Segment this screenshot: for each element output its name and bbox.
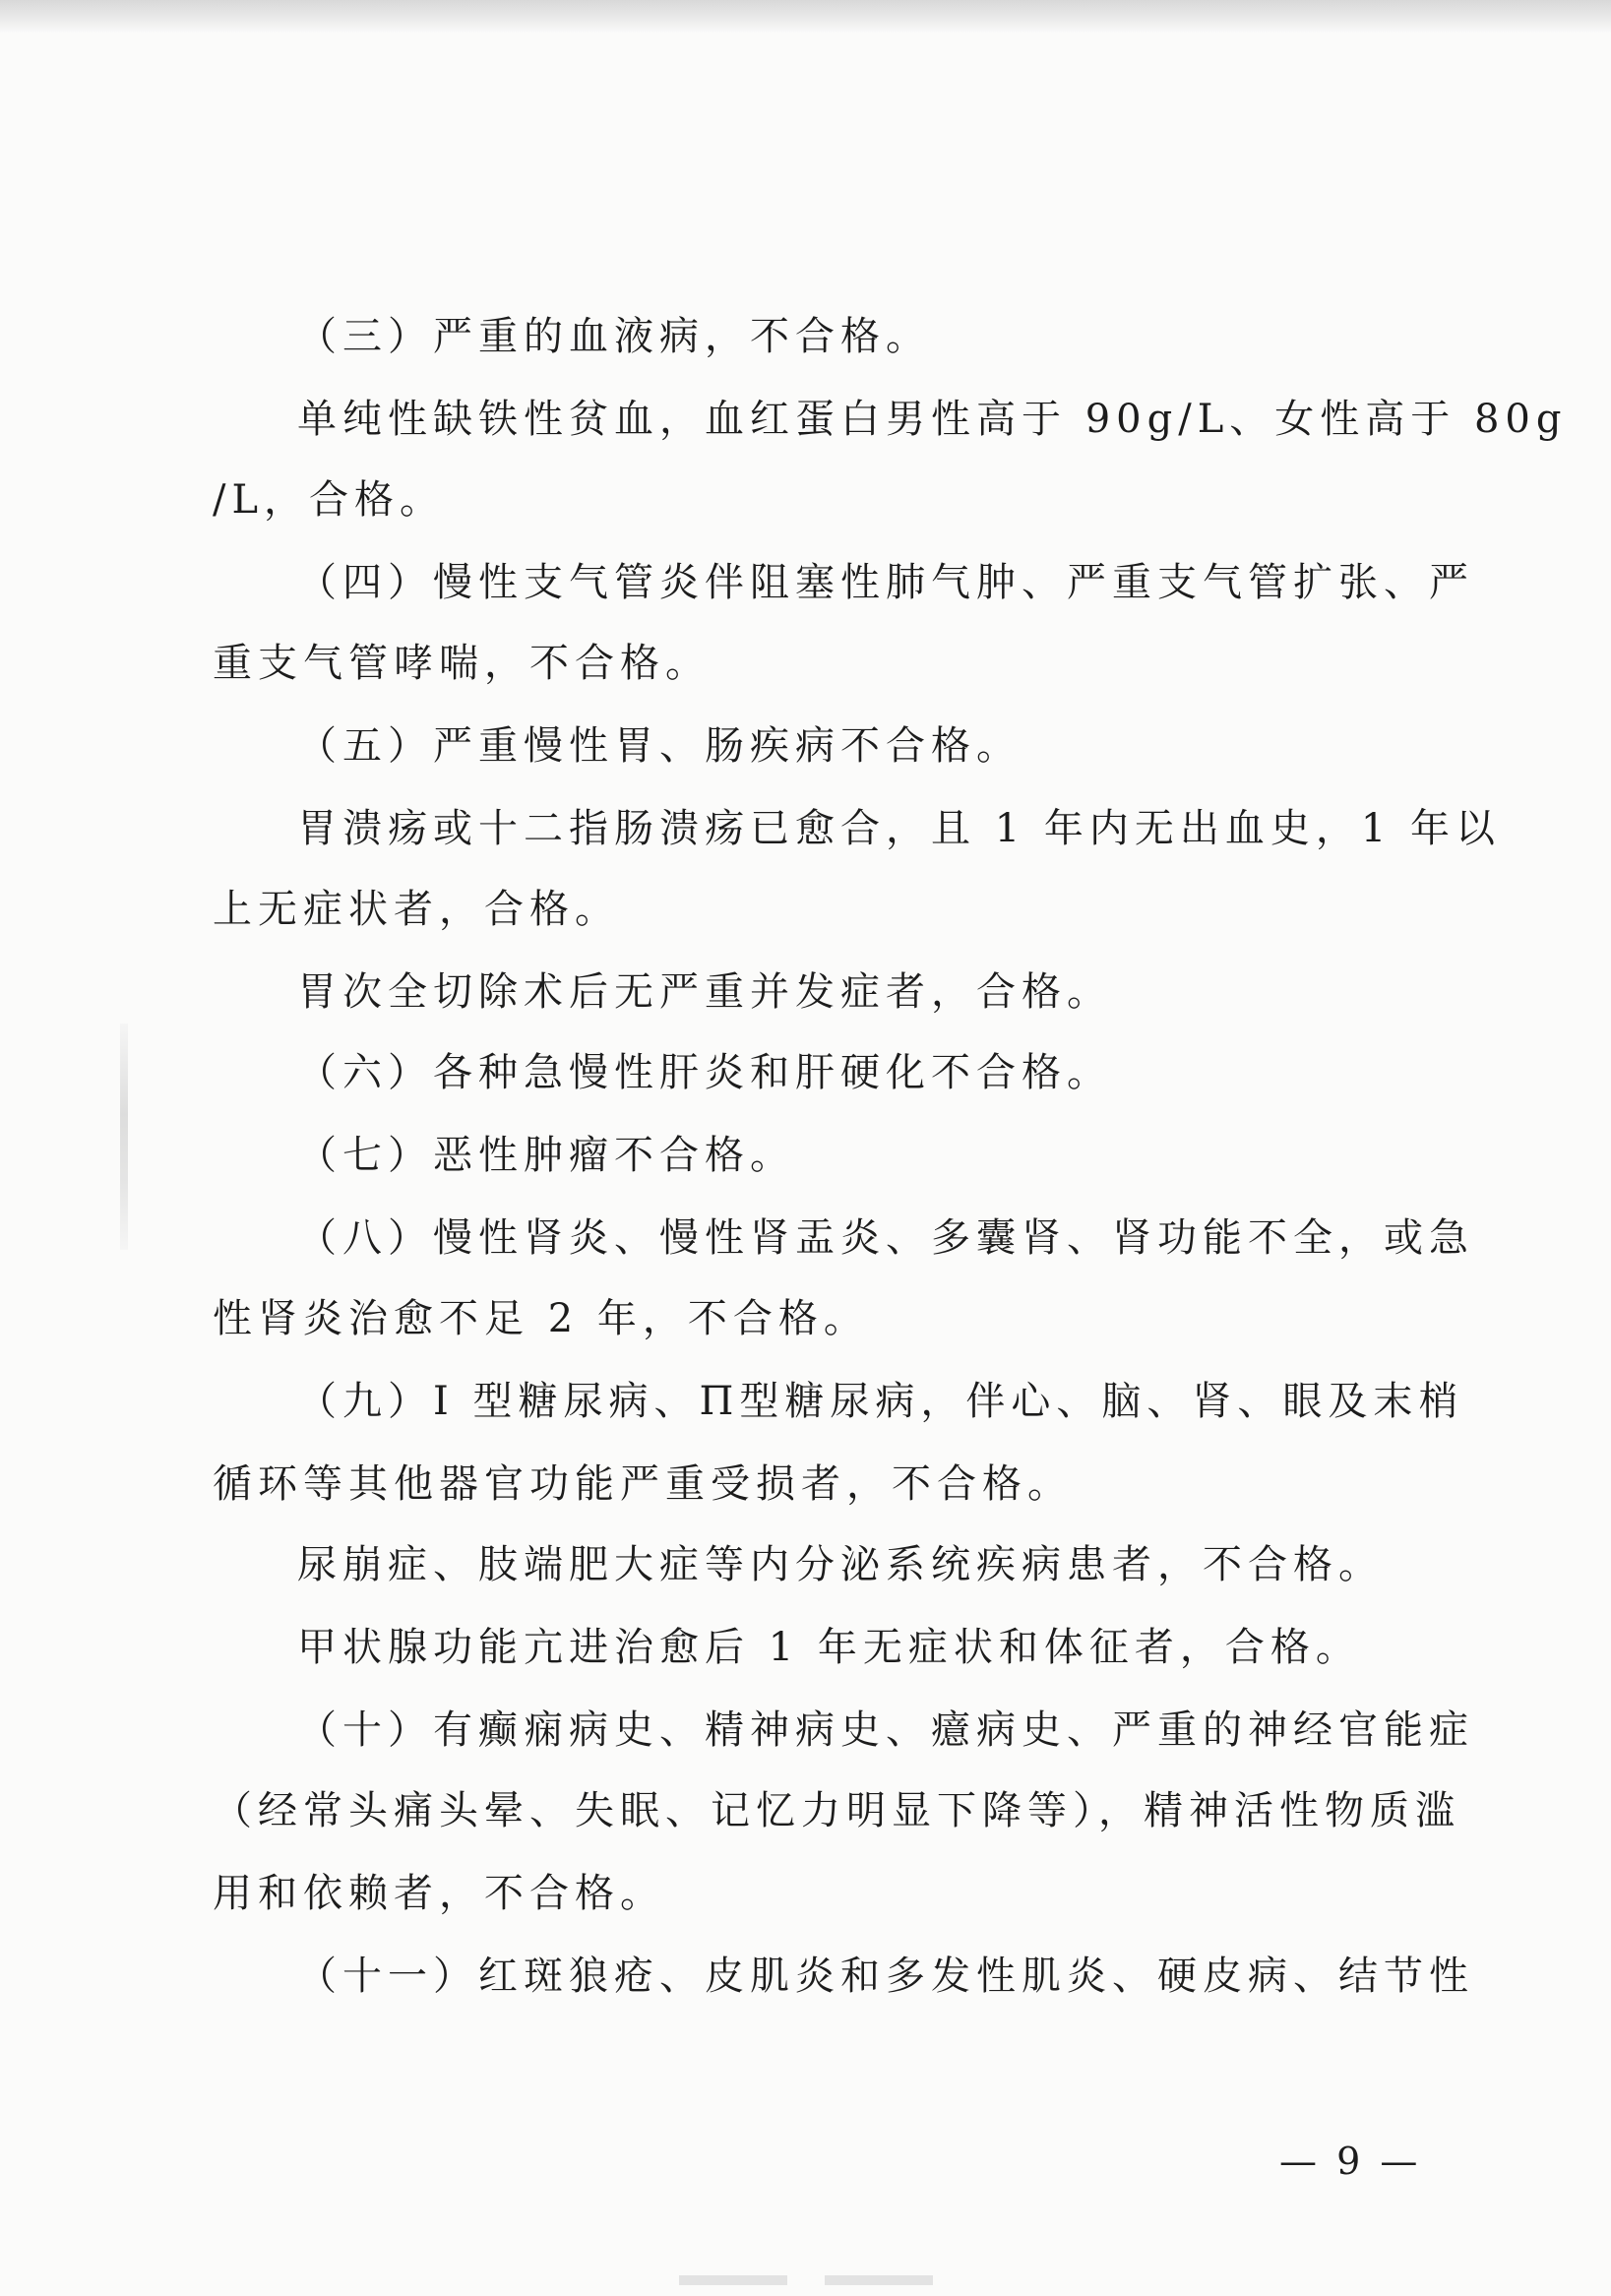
text-line-18: （十）有癫痫病史、精神病史、癔病史、严重的神经官能症 [297, 1707, 1474, 1753]
text-line-2: 单纯性缺铁性贫血，血红蛋白男性高于 90g/L、女性高于 80g [297, 397, 1568, 442]
text-line-15: 循环等其他器官功能严重受损者，不合格。 [213, 1461, 1073, 1507]
text-line-16: 尿崩症、肢端肥大症等内分泌系统疾病患者，不合格。 [297, 1542, 1384, 1587]
text-line-4: （四）慢性支气管炎伴阻塞性肺气肿、严重支气管扩张、严 [297, 560, 1474, 605]
text-line-1: （三）严重的血液病，不合格。 [297, 314, 931, 359]
text-line-19: （经常头痛头晕、失眠、记忆力明显下降等），精神活性物质滥 [213, 1788, 1460, 1833]
text-line-7: 胃溃疡或十二指肠溃疡已愈合，且 1 年内无出血史，1 年以 [297, 806, 1502, 851]
scan-artifact-bottom-left [679, 2275, 787, 2285]
text-line-6: （五）严重慢性胃、肠疾病不合格。 [297, 723, 1022, 769]
scan-artifact-bottom-right [825, 2275, 933, 2285]
text-line-3: /L，合格。 [213, 477, 446, 523]
text-line-9: 胃次全切除术后无严重并发症者，合格。 [297, 969, 1112, 1015]
text-line-11: （七）恶性肿瘤不合格。 [297, 1133, 795, 1178]
page-number: — 9 — [1279, 2140, 1422, 2183]
text-line-10: （六）各种急慢性肝炎和肝硬化不合格。 [297, 1050, 1112, 1095]
text-line-21: （十一）红斑狼疮、皮肌炎和多发性肌炎、硬皮病、结节性 [297, 1954, 1474, 1999]
text-line-8: 上无症状者，合格。 [213, 887, 620, 932]
text-line-14: （九）I 型糖尿病、Π型糖尿病，伴心、脑、肾、眼及末梢 [297, 1379, 1464, 1424]
text-line-12: （八）慢性肾炎、慢性肾盂炎、多囊肾、肾功能不全，或急 [297, 1215, 1474, 1261]
text-line-20: 用和依赖者，不合格。 [213, 1871, 665, 1916]
scan-artifact-left [120, 1024, 128, 1250]
scan-edge-top [0, 0, 1611, 33]
text-line-13: 性肾炎治愈不足 2 年，不合格。 [213, 1296, 869, 1341]
text-line-5: 重支气管哮喘，不合格。 [213, 641, 711, 686]
text-line-17: 甲状腺功能亢进治愈后 1 年无症状和体征者，合格。 [297, 1625, 1361, 1670]
